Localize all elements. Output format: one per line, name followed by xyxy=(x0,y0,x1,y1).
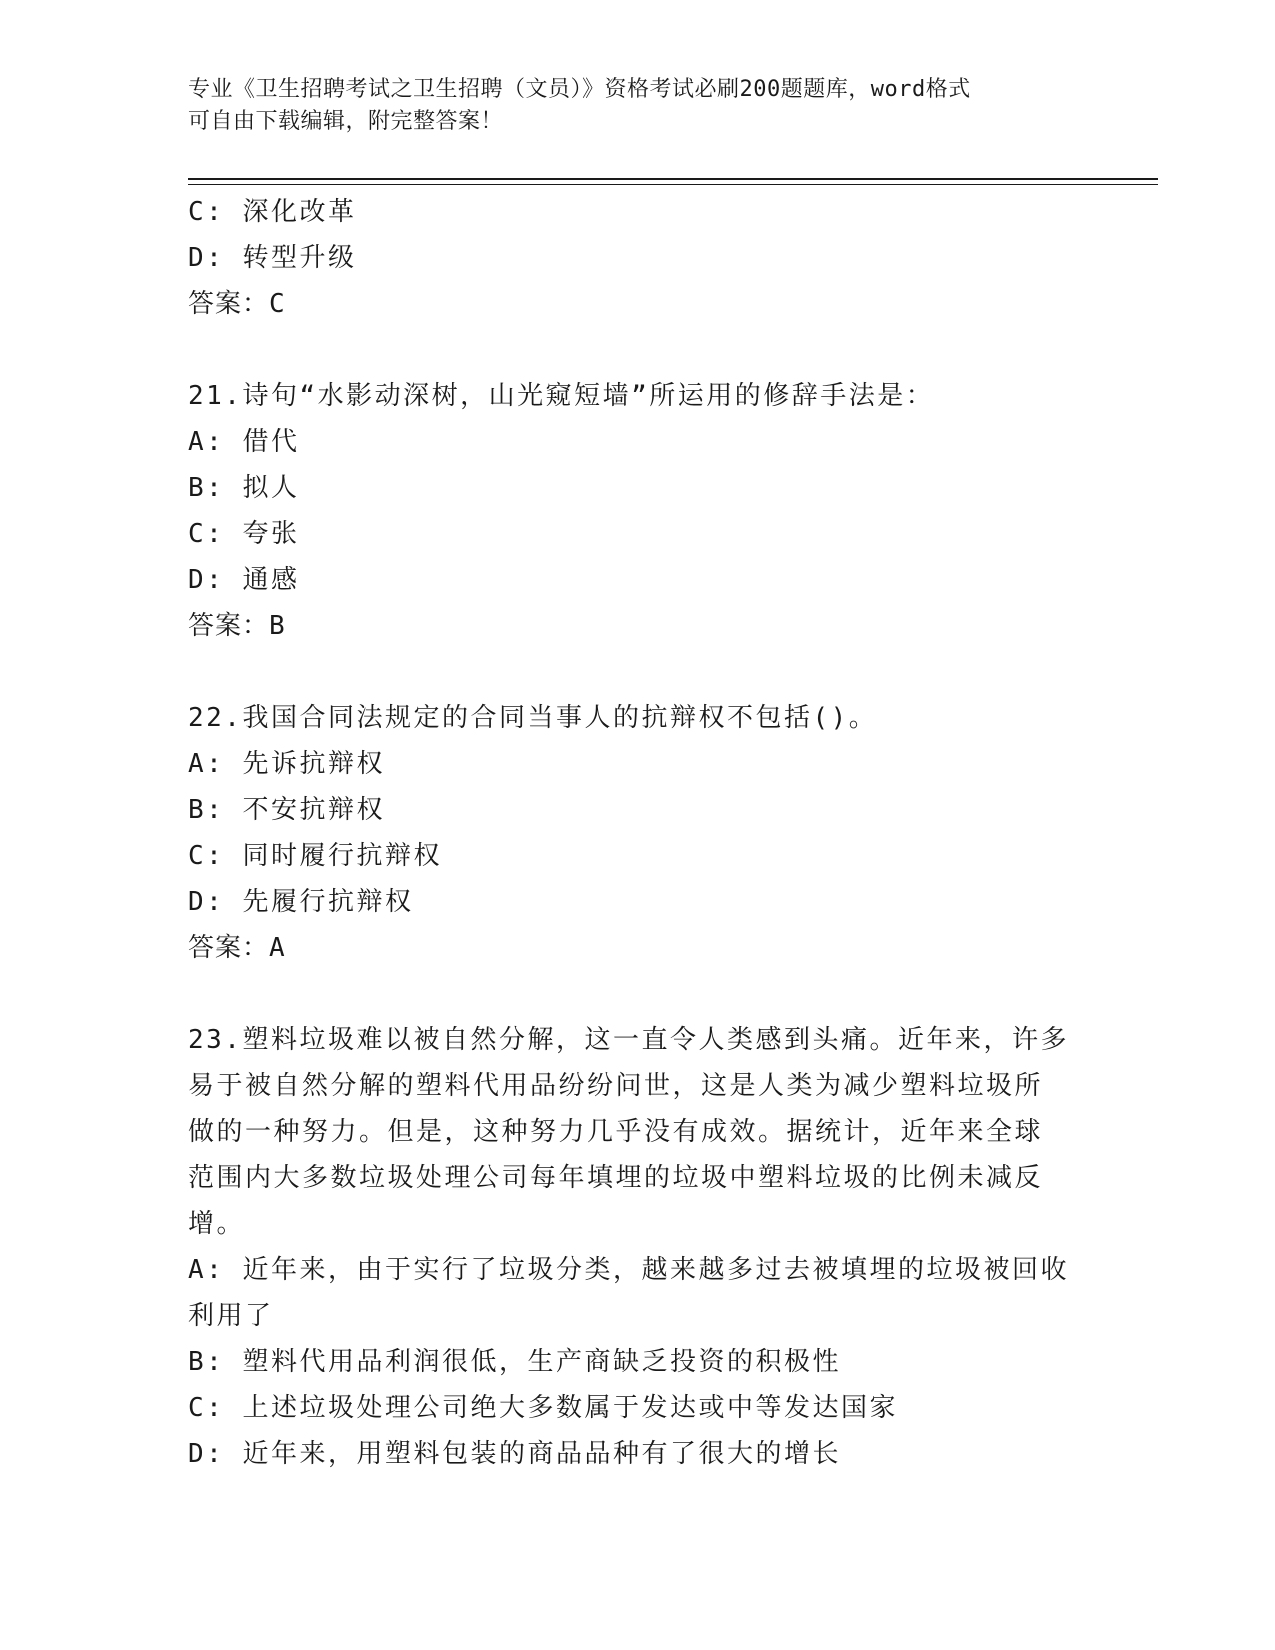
question-stem-line-2: 易于被自然分解的塑料代用品纷纷问世，这是人类为减少塑料垃圾所 xyxy=(188,1071,1044,1101)
option-d: D: 近年来，用塑料包装的商品品种有了很大的增长 xyxy=(188,1439,841,1469)
answer-line: 答案：C xyxy=(188,289,286,319)
option-a-line-1: A: 近年来，由于实行了垃圾分类，越来越多过去被填埋的垃圾被回收 xyxy=(188,1255,1069,1285)
question-list xyxy=(188,189,1088,1477)
question-22 xyxy=(188,695,1088,971)
option-c: C: 深化改革 xyxy=(188,197,357,227)
header-title-line-2: 可自由下载编辑，附完整答案！ xyxy=(188,109,504,134)
answer-line: 答案：A xyxy=(188,933,286,963)
header-divider-thick xyxy=(188,178,1158,180)
question-stem-line-3: 做的一种努力。但是，这种努力几乎没有成效。据统计，近年来全球 xyxy=(188,1117,1044,1147)
question-stem-line-4: 范围内大多数垃圾处理公司每年填埋的垃圾中塑料垃圾的比例未减反 xyxy=(188,1163,1044,1193)
header-title-line-1: 专业《卫生招聘考试之卫生招聘（文员）》资格考试必刷200题题库，word格式 xyxy=(188,77,971,102)
answer-line: 答案：B xyxy=(188,611,286,641)
question-stem: 21.诗句“水影动深树，山光窥短墙”所运用的修辞手法是： xyxy=(188,381,935,411)
option-c: C: 同时履行抗辩权 xyxy=(188,841,442,871)
option-b: B: 塑料代用品利润很低，生产商缺乏投资的积极性 xyxy=(188,1347,841,1377)
option-d: D: 通感 xyxy=(188,565,300,595)
question-spacer xyxy=(188,327,1088,373)
option-d: D: 转型升级 xyxy=(188,243,357,273)
question-stem-line-5: 增。 xyxy=(188,1209,246,1239)
question-spacer xyxy=(188,649,1088,695)
question-stem-line-1: 23.塑料垃圾难以被自然分解，这一直令人类感到头痛。近年来，许多 xyxy=(188,1025,1069,1055)
option-c: C: 上述垃圾处理公司绝大多数属于发达或中等发达国家 xyxy=(188,1393,898,1423)
question-23 xyxy=(188,1017,1088,1477)
option-c: C: 夸张 xyxy=(188,519,300,549)
option-d: D: 先履行抗辩权 xyxy=(188,887,414,917)
option-a-line-2: 利用了 xyxy=(188,1301,274,1331)
question-21 xyxy=(188,373,1088,649)
header-divider-thin xyxy=(188,184,1158,185)
document-header xyxy=(188,74,1088,138)
option-a: A: 先诉抗辩权 xyxy=(188,749,385,779)
question-spacer xyxy=(188,971,1088,1017)
question-20-continued xyxy=(188,189,1088,327)
option-a: A: 借代 xyxy=(188,427,300,457)
option-b: B: 拟人 xyxy=(188,473,300,503)
option-b: B: 不安抗辩权 xyxy=(188,795,385,825)
question-stem: 22.我国合同法规定的合同当事人的抗辩权不包括()。 xyxy=(188,703,878,733)
